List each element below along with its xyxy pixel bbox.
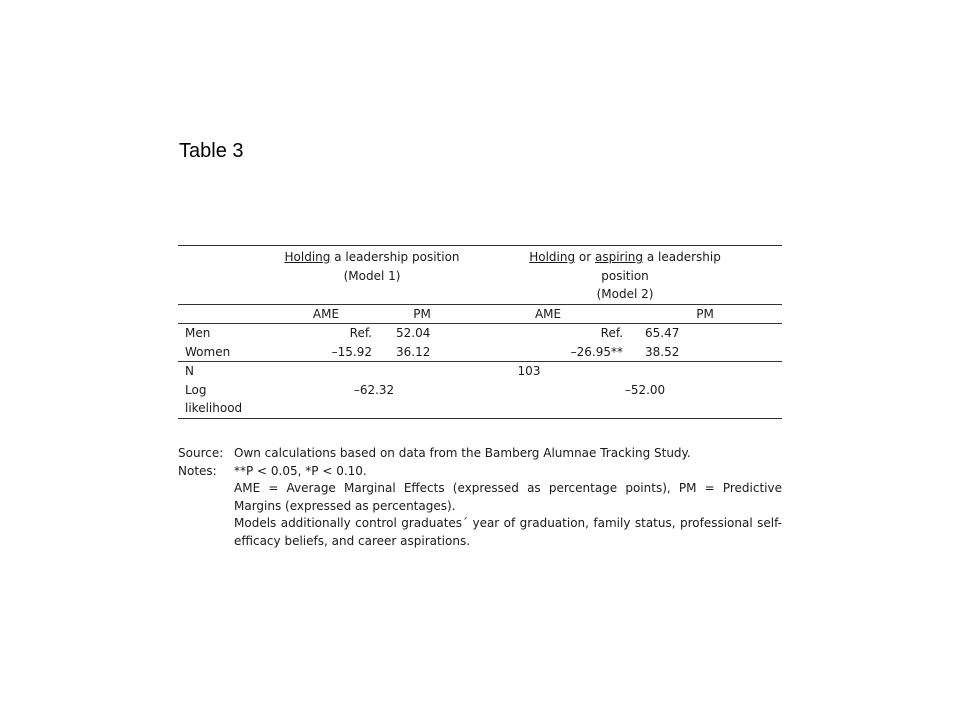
cell-ame-model2: –26.95**: [570, 344, 624, 359]
cell-ame-model1: –15.92: [331, 344, 372, 359]
row-label: Men: [178, 324, 276, 343]
cell-pm-model2: 65.47: [628, 324, 782, 343]
abbreviation-note: AME = Average Marginal Effects (expressed as percentage points), PM = Predictive Margins (expressed as percentages).: [234, 481, 782, 513]
loglik-label: Log likelihood: [178, 381, 276, 419]
cell-pm-model1: 36.12: [396, 344, 431, 359]
cell-pm-model2: 38.52: [645, 344, 680, 359]
subheader-row: [178, 304, 782, 324]
row-label: Women: [185, 344, 231, 359]
subheader-ame-2: AME: [468, 304, 628, 324]
cell-ame-model2: Ref.: [468, 324, 628, 343]
table-notes: [178, 445, 782, 550]
subheader-ame-1: AME: [276, 304, 376, 324]
subheader-pm-1: PM: [376, 304, 468, 324]
subheader-pm-2: PM: [628, 304, 782, 324]
subheader-empty-cell: [178, 304, 276, 324]
notes-block: [178, 480, 782, 515]
cell-ame-model1: Ref.: [276, 324, 376, 343]
header-empty-cell: [178, 246, 276, 305]
significance-note: **P < 0.05, *P < 0.10.: [234, 463, 367, 478]
loglik-model2: –52.00: [468, 381, 782, 419]
table-row: [178, 343, 782, 362]
source-text: Own calculations based on data from the Bamberg Alumnae Tracking Study.: [234, 446, 691, 460]
table-row: [178, 324, 782, 343]
n-label: N: [178, 362, 276, 381]
notes-block: [178, 515, 782, 550]
model2-header: Holding or aspiring a leadership position (Model 2): [529, 250, 721, 301]
loglik-row: [178, 381, 782, 419]
n-value: 103: [276, 362, 782, 381]
source-note: [178, 445, 782, 463]
results-table: [178, 245, 782, 419]
n-row: [178, 362, 782, 381]
model-header-row: [178, 246, 782, 305]
loglik-model1: –62.32: [276, 381, 468, 419]
notes-block: [178, 463, 782, 481]
source-key: Source:: [178, 446, 224, 460]
notes-key: Notes:: [178, 463, 217, 478]
cell-pm-model1: 52.04: [376, 324, 468, 343]
page-title: Table 3: [179, 140, 244, 162]
model1-header: Holding a leadership position (Model 1): [284, 250, 460, 283]
controls-note: Models additionally control graduates´ year of graduation, family status, professional self-efficacy beliefs, and career aspirations.: [234, 516, 782, 548]
